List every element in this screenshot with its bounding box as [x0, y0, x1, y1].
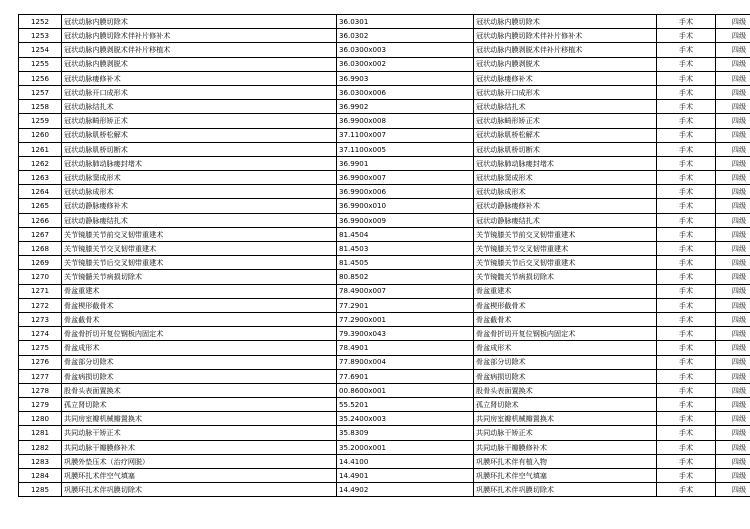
- cell-procedure-type: 手术: [657, 185, 716, 199]
- cell-procedure-type: 手术: [657, 213, 716, 227]
- cell-procedure-level: 四级: [716, 242, 750, 256]
- cell-index: 1265: [19, 199, 62, 213]
- cell-procedure-level: 四级: [716, 199, 750, 213]
- cell-procedure-type: 手术: [657, 199, 716, 213]
- cell-procedure-code: 36.0301: [337, 15, 474, 29]
- cell-index: 1283: [19, 454, 62, 468]
- cell-procedure-type: 手术: [657, 15, 716, 29]
- cell-procedure-type: 手术: [657, 242, 716, 256]
- cell-procedure-level: 四级: [716, 327, 750, 341]
- table-row: [19, 128, 750, 142]
- cell-procedure-name: 冠状动脉开口成形术: [62, 85, 337, 99]
- cell-procedure-level: 四级: [716, 355, 750, 369]
- cell-procedure-name-alt: 巩膜环扎术伴巩膜切除术: [474, 483, 657, 497]
- cell-procedure-type: 手术: [657, 156, 716, 170]
- cell-procedure-name: 共同动脉干瓣膜修补术: [62, 440, 337, 454]
- cell-procedure-name-alt: 冠状动脉瘘修补术: [474, 71, 657, 85]
- cell-procedure-name: 冠状动脉成形术: [62, 185, 337, 199]
- cell-procedure-name-alt: 冠状动脉肌桥切断术: [474, 142, 657, 156]
- cell-procedure-type: 手术: [657, 298, 716, 312]
- cell-procedure-name-alt: 骨盆部分切除术: [474, 355, 657, 369]
- cell-procedure-level: 四级: [716, 71, 750, 85]
- cell-index: 1274: [19, 327, 62, 341]
- cell-procedure-name: 关节镜髓关节病损切除术: [62, 270, 337, 284]
- cell-procedure-name: 关节镜膝关节交叉韧带重建术: [62, 242, 337, 256]
- cell-procedure-code: 36.9900x009: [337, 213, 474, 227]
- table-row: [19, 270, 750, 284]
- cell-procedure-name-alt: 冠状动脉内膜剥脱术: [474, 57, 657, 71]
- cell-procedure-code: 36.0300x006: [337, 85, 474, 99]
- cell-index: 1284: [19, 469, 62, 483]
- cell-procedure-code: 36.0302: [337, 29, 474, 43]
- cell-procedure-level: 四级: [716, 128, 750, 142]
- cell-procedure-name-alt: 共同动脉干瓣膜修补术: [474, 440, 657, 454]
- cell-procedure-code: 78.4901: [337, 341, 474, 355]
- cell-procedure-name-alt: 冠状动脉内膜剥脱术伴补片移植术: [474, 43, 657, 57]
- cell-procedure-name: 巩膜环扎术伴巩膜切除术: [62, 483, 337, 497]
- cell-procedure-level: 四级: [716, 412, 750, 426]
- cell-index: 1276: [19, 355, 62, 369]
- cell-procedure-code: 81.4505: [337, 256, 474, 270]
- cell-procedure-name: 冠状动脉内膜切除术: [62, 15, 337, 29]
- cell-procedure-level: 四级: [716, 312, 750, 326]
- cell-procedure-name: 冠状动脉窦成形术: [62, 171, 337, 185]
- cell-procedure-code: 81.4503: [337, 242, 474, 256]
- cell-procedure-name-alt: 关节镜膝关节后交叉韧带重建术: [474, 256, 657, 270]
- cell-procedure-code: 55.5201: [337, 398, 474, 412]
- cell-procedure-name-alt: 冠状动静脉瘘结扎术: [474, 213, 657, 227]
- cell-procedure-level: 四级: [716, 29, 750, 43]
- cell-procedure-name-alt: 孤立肾切除术: [474, 398, 657, 412]
- cell-index: 1273: [19, 312, 62, 326]
- cell-procedure-name-alt: 冠状动脉开口成形术: [474, 85, 657, 99]
- cell-procedure-name: 冠状动脉肌桥松解术: [62, 128, 337, 142]
- cell-procedure-code: 36.0300x003: [337, 43, 474, 57]
- cell-index: 1261: [19, 142, 62, 156]
- cell-index: 1282: [19, 440, 62, 454]
- cell-index: 1255: [19, 57, 62, 71]
- table-row: [19, 256, 750, 270]
- cell-procedure-name: 巩膜环扎术伴空气填塞: [62, 469, 337, 483]
- cell-procedure-level: 四级: [716, 15, 750, 29]
- cell-index: 1278: [19, 383, 62, 397]
- cell-procedure-name: 关节镜膝关节前交叉韧带重建术: [62, 227, 337, 241]
- cell-procedure-name: 股骨头表面置换术: [62, 383, 337, 397]
- cell-procedure-type: 手术: [657, 100, 716, 114]
- table-row: [19, 469, 750, 483]
- cell-index: 1267: [19, 227, 62, 241]
- table-row: [19, 71, 750, 85]
- cell-procedure-name-alt: 冠状动脉肌桥松解术: [474, 128, 657, 142]
- cell-procedure-name-alt: 骨盆骨折切开复位钢板内固定术: [474, 327, 657, 341]
- cell-index: 1280: [19, 412, 62, 426]
- cell-procedure-code: 35.8309: [337, 426, 474, 440]
- cell-procedure-type: 手术: [657, 227, 716, 241]
- cell-procedure-level: 四级: [716, 156, 750, 170]
- table-row: [19, 227, 750, 241]
- cell-procedure-name-alt: 冠状动脉成形术: [474, 185, 657, 199]
- cell-procedure-name-alt: 冠状动脉结扎术: [474, 100, 657, 114]
- cell-procedure-type: 手术: [657, 270, 716, 284]
- cell-procedure-name: 共同动脉干矫正术: [62, 426, 337, 440]
- cell-procedure-name: 冠状动脉畸形矫正术: [62, 114, 337, 128]
- cell-procedure-name-alt: 骨盆成形术: [474, 341, 657, 355]
- cell-procedure-code: 36.9901: [337, 156, 474, 170]
- cell-procedure-level: 四级: [716, 440, 750, 454]
- cell-procedure-type: 手术: [657, 355, 716, 369]
- cell-index: 1285: [19, 483, 62, 497]
- table-body: [19, 15, 750, 497]
- table-row: [19, 185, 750, 199]
- cell-procedure-type: 手术: [657, 483, 716, 497]
- cell-index: 1268: [19, 242, 62, 256]
- cell-procedure-type: 手术: [657, 440, 716, 454]
- table-row: [19, 114, 750, 128]
- cell-procedure-code: 37.1100x005: [337, 142, 474, 156]
- cell-procedure-code: 77.8900x004: [337, 355, 474, 369]
- cell-procedure-type: 手术: [657, 383, 716, 397]
- cell-procedure-type: 手术: [657, 341, 716, 355]
- cell-procedure-name: 冠状动脉内膜剥脱术伴补片移植术: [62, 43, 337, 57]
- cell-procedure-code: 14.4100: [337, 454, 474, 468]
- cell-index: 1259: [19, 114, 62, 128]
- cell-procedure-level: 四级: [716, 185, 750, 199]
- cell-index: 1269: [19, 256, 62, 270]
- cell-procedure-code: 36.9900x007: [337, 171, 474, 185]
- cell-procedure-name-alt: 骨盆病损切除术: [474, 369, 657, 383]
- table-row: [19, 369, 750, 383]
- cell-procedure-type: 手术: [657, 327, 716, 341]
- table-row: [19, 327, 750, 341]
- table-row: [19, 398, 750, 412]
- table-row: [19, 341, 750, 355]
- cell-procedure-level: 四级: [716, 284, 750, 298]
- cell-procedure-level: 四级: [716, 171, 750, 185]
- cell-index: 1254: [19, 43, 62, 57]
- cell-procedure-level: 四级: [716, 469, 750, 483]
- cell-procedure-name: 冠状动静脉瘘修补术: [62, 199, 337, 213]
- cell-procedure-code: 35.2000x001: [337, 440, 474, 454]
- table-row: [19, 85, 750, 99]
- cell-index: 1258: [19, 100, 62, 114]
- cell-procedure-code: 35.2400x003: [337, 412, 474, 426]
- cell-procedure-name: 冠状动静脉瘘结扎术: [62, 213, 337, 227]
- cell-procedure-level: 四级: [716, 85, 750, 99]
- cell-procedure-level: 四级: [716, 213, 750, 227]
- cell-procedure-name-alt: 冠状动脉窦成形术: [474, 171, 657, 185]
- table-row: [19, 29, 750, 43]
- cell-index: 1264: [19, 185, 62, 199]
- cell-procedure-level: 四级: [716, 398, 750, 412]
- cell-procedure-name-alt: 关节镜膝关节交叉韧带重建术: [474, 242, 657, 256]
- cell-index: 1257: [19, 85, 62, 99]
- cell-procedure-name: 巩膜外垫压术（治疗网脱）: [62, 454, 337, 468]
- cell-index: 1272: [19, 298, 62, 312]
- cell-procedure-name-alt: 关节镜膝关节前交叉韧带重建术: [474, 227, 657, 241]
- cell-procedure-level: 四级: [716, 142, 750, 156]
- cell-procedure-type: 手术: [657, 85, 716, 99]
- cell-index: 1281: [19, 426, 62, 440]
- cell-procedure-name: 骨盆病损切除术: [62, 369, 337, 383]
- cell-index: 1253: [19, 29, 62, 43]
- cell-procedure-name: 孤立肾切除术: [62, 398, 337, 412]
- cell-procedure-name-alt: 冠状动脉内膜切除术: [474, 15, 657, 29]
- cell-procedure-name: 冠状动脉结扎术: [62, 100, 337, 114]
- cell-procedure-level: 四级: [716, 227, 750, 241]
- table-row: [19, 454, 750, 468]
- cell-procedure-name-alt: 冠状动脉内膜切除术伴补片修补术: [474, 29, 657, 43]
- table-row: [19, 57, 750, 71]
- cell-procedure-code: 80.8502: [337, 270, 474, 284]
- cell-procedure-type: 手术: [657, 426, 716, 440]
- table-row: [19, 298, 750, 312]
- cell-index: 1279: [19, 398, 62, 412]
- cell-index: 1260: [19, 128, 62, 142]
- table-row: [19, 483, 750, 497]
- cell-procedure-level: 四级: [716, 43, 750, 57]
- cell-procedure-name: 骨盆截骨术: [62, 312, 337, 326]
- cell-procedure-name: 骨盆重建术: [62, 284, 337, 298]
- cell-procedure-level: 四级: [716, 114, 750, 128]
- cell-procedure-name: 冠状动脉肌桥切断术: [62, 142, 337, 156]
- cell-procedure-name-alt: 共同房室瓣机械瓣置换术: [474, 412, 657, 426]
- cell-procedure-type: 手术: [657, 312, 716, 326]
- cell-index: 1277: [19, 369, 62, 383]
- cell-procedure-type: 手术: [657, 284, 716, 298]
- cell-index: 1266: [19, 213, 62, 227]
- cell-procedure-type: 手术: [657, 43, 716, 57]
- cell-procedure-type: 手术: [657, 29, 716, 43]
- cell-procedure-name-alt: 骨盆楔形截骨术: [474, 298, 657, 312]
- cell-procedure-name-alt: 巩膜环扎术伴有植入物: [474, 454, 657, 468]
- cell-procedure-level: 四级: [716, 270, 750, 284]
- cell-procedure-code: 79.3900x043: [337, 327, 474, 341]
- cell-procedure-code: 78.4900x007: [337, 284, 474, 298]
- table-row: [19, 142, 750, 156]
- table-row: [19, 100, 750, 114]
- cell-procedure-type: 手术: [657, 398, 716, 412]
- cell-procedure-type: 手术: [657, 142, 716, 156]
- cell-procedure-type: 手术: [657, 256, 716, 270]
- cell-procedure-level: 四级: [716, 57, 750, 71]
- cell-procedure-name-alt: 共同动脉干矫正术: [474, 426, 657, 440]
- table-row: [19, 412, 750, 426]
- cell-procedure-name: 骨盆楔形截骨术: [62, 298, 337, 312]
- cell-procedure-type: 手术: [657, 369, 716, 383]
- cell-procedure-level: 四级: [716, 483, 750, 497]
- table-row: [19, 312, 750, 326]
- table-row: [19, 242, 750, 256]
- table-row: [19, 213, 750, 227]
- cell-procedure-name-alt: 骨盆截骨术: [474, 312, 657, 326]
- cell-procedure-code: 36.9903: [337, 71, 474, 85]
- cell-procedure-name-alt: 关节镜髋关节病损切除术: [474, 270, 657, 284]
- cell-procedure-level: 四级: [716, 341, 750, 355]
- cell-procedure-code: 36.0300x002: [337, 57, 474, 71]
- table-row: [19, 199, 750, 213]
- cell-procedure-code: 14.4901: [337, 469, 474, 483]
- cell-index: 1262: [19, 156, 62, 170]
- cell-procedure-code: 77.6901: [337, 369, 474, 383]
- cell-procedure-level: 四级: [716, 426, 750, 440]
- cell-index: 1263: [19, 171, 62, 185]
- cell-procedure-code: 36.9900x008: [337, 114, 474, 128]
- cell-procedure-name-alt: 股骨头表面置换术: [474, 383, 657, 397]
- cell-procedure-level: 四级: [716, 454, 750, 468]
- cell-procedure-type: 手术: [657, 128, 716, 142]
- cell-index: 1256: [19, 71, 62, 85]
- cell-procedure-code: 00.8600x001: [337, 383, 474, 397]
- cell-procedure-type: 手术: [657, 57, 716, 71]
- cell-procedure-code: 37.1100x007: [337, 128, 474, 142]
- cell-index: 1275: [19, 341, 62, 355]
- cell-procedure-name-alt: 冠状动脉畸形矫正术: [474, 114, 657, 128]
- cell-procedure-code: 77.2901: [337, 298, 474, 312]
- cell-procedure-code: 36.9900x006: [337, 185, 474, 199]
- cell-procedure-name-alt: 巩膜环扎术伴空气填塞: [474, 469, 657, 483]
- cell-procedure-name: 骨盆骨折切开复位钢板内固定术: [62, 327, 337, 341]
- cell-procedure-level: 四级: [716, 298, 750, 312]
- cell-procedure-level: 四级: [716, 100, 750, 114]
- cell-procedure-name: 关节镜膝关节后交叉韧带重建术: [62, 256, 337, 270]
- table-row: [19, 440, 750, 454]
- cell-procedure-code: 36.9902: [337, 100, 474, 114]
- cell-procedure-type: 手术: [657, 114, 716, 128]
- cell-procedure-type: 手术: [657, 71, 716, 85]
- cell-procedure-type: 手术: [657, 171, 716, 185]
- cell-procedure-level: 四级: [716, 256, 750, 270]
- cell-procedure-level: 四级: [716, 383, 750, 397]
- cell-procedure-name: 冠状动脉内膜切除术伴补片修补术: [62, 29, 337, 43]
- table-row: [19, 43, 750, 57]
- table-row: [19, 284, 750, 298]
- cell-procedure-name: 冠状动脉瘘修补术: [62, 71, 337, 85]
- table-row: [19, 171, 750, 185]
- table-row: [19, 383, 750, 397]
- cell-procedure-code: 81.4504: [337, 227, 474, 241]
- cell-procedure-code: 77.2900x001: [337, 312, 474, 326]
- cell-index: 1252: [19, 15, 62, 29]
- cell-procedure-name-alt: 冠状动静脉瘘修补术: [474, 199, 657, 213]
- cell-procedure-name-alt: 骨盆重建术: [474, 284, 657, 298]
- cell-procedure-type: 手术: [657, 412, 716, 426]
- table-row: [19, 355, 750, 369]
- procedure-table: [18, 14, 750, 497]
- cell-procedure-code: 36.9900x010: [337, 199, 474, 213]
- cell-index: 1271: [19, 284, 62, 298]
- cell-index: 1270: [19, 270, 62, 284]
- cell-procedure-code: 14.4902: [337, 483, 474, 497]
- cell-procedure-name: 骨盆部分切除术: [62, 355, 337, 369]
- table-row: [19, 156, 750, 170]
- cell-procedure-name-alt: 冠状动脉肺动脉瘘封堵术: [474, 156, 657, 170]
- cell-procedure-name: 共同房室瓣机械瓣置换术: [62, 412, 337, 426]
- cell-procedure-name: 冠状动脉肺动脉瘘封堵术: [62, 156, 337, 170]
- cell-procedure-level: 四级: [716, 369, 750, 383]
- cell-procedure-name: 冠状动脉内膜剥脱术: [62, 57, 337, 71]
- cell-procedure-name: 骨盆成形术: [62, 341, 337, 355]
- table-row: [19, 15, 750, 29]
- table-row: [19, 426, 750, 440]
- cell-procedure-type: 手术: [657, 469, 716, 483]
- cell-procedure-type: 手术: [657, 454, 716, 468]
